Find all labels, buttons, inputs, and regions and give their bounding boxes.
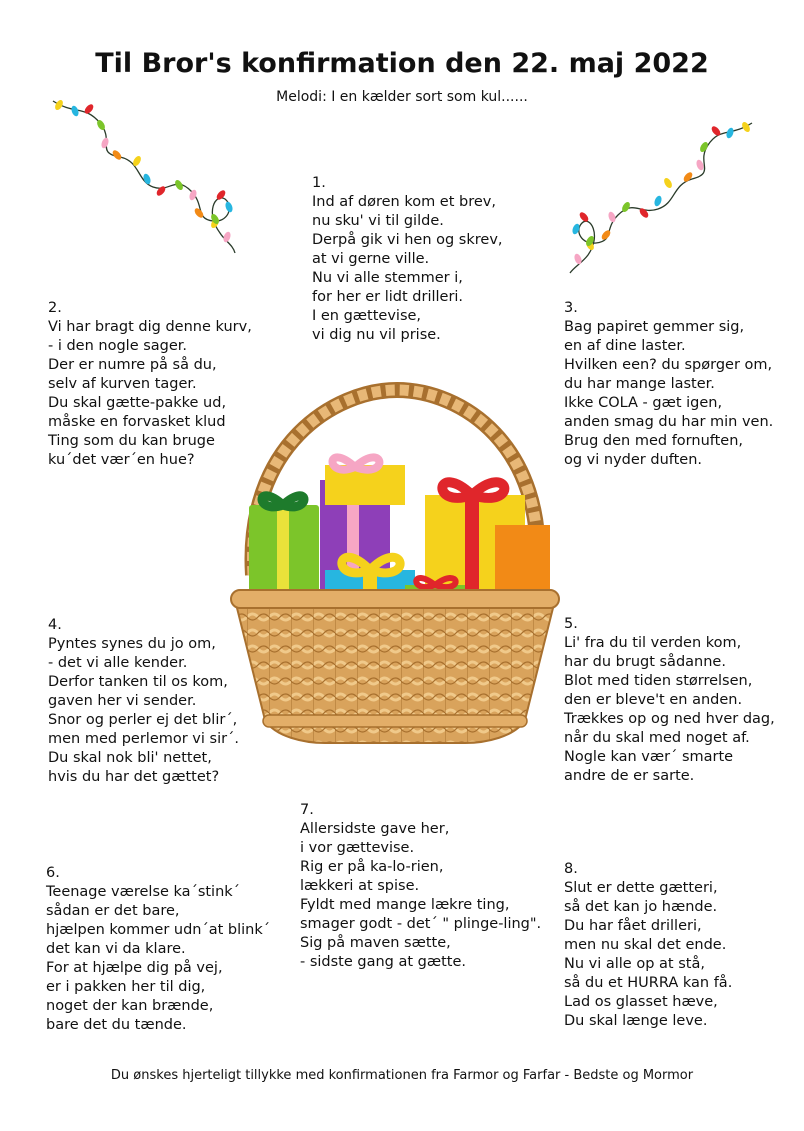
light-bulb-icon (573, 253, 583, 266)
verse-line: at vi gerne ville. (312, 251, 430, 267)
verse-line: Slut er dette gætteri, (564, 880, 718, 896)
verse-line: Nu vi alle stemmer i, (312, 270, 463, 286)
verse-number: 8. (564, 861, 578, 877)
verse-line: når du skal med noget af. (564, 730, 750, 746)
verse-line: for her er lidt drilleri. (312, 289, 464, 305)
verse-line: Du skal længe leve. (564, 1013, 708, 1029)
verse-line: I en gættevise, (312, 308, 422, 324)
verse-line: - i den nogle sager. (48, 338, 188, 354)
light-bulb-icon (698, 141, 709, 154)
verse-line: Nu vi alle op at stå, (564, 956, 705, 972)
verse-line: men nu skal det ende. (564, 937, 727, 953)
verse-line: Du har fået drilleri, (564, 918, 702, 934)
verse-line: Ikke COLA - gæt igen, (564, 395, 723, 411)
verse-line: For at hjælpe dig på vej, (46, 960, 223, 976)
verse-line: selv af kurven tager. (48, 376, 197, 392)
verse-line: Snor og perler ej det blir´, (48, 712, 238, 728)
verse-line: Teenage værelse ka´stink´ (46, 884, 240, 900)
verse-line: i vor gættevise. (300, 840, 415, 856)
verse-6 (46, 864, 270, 1035)
verse-line: måske en forvasket klud (48, 414, 226, 430)
verse-line: Hvilken een? du spørger om, (564, 357, 773, 373)
verse-line: Lad os glasset hæve, (564, 994, 718, 1010)
string-lights-right-icon (560, 115, 760, 275)
verse-line: Rig er på ka-lo-rien, (300, 859, 444, 875)
verse-line: Fyldt med mange lækre ting, (300, 897, 510, 913)
light-bulb-icon (224, 201, 234, 214)
verse-line: vi dig nu vil prise. (312, 327, 441, 343)
verse-line: Du skal nok bli' nettet, (48, 750, 212, 766)
verse-4 (48, 616, 239, 787)
verse-line: Li' fra du til verden kom, (564, 635, 742, 651)
melody-subtitle: Melodi: I en kælder sort som kul...... (276, 89, 528, 105)
verse-line: - det vi alle kender. (48, 655, 188, 671)
verse-line: lækkeri at spise. (300, 878, 420, 894)
verse-7 (300, 801, 541, 972)
verse-line: Brug den med fornuften, (564, 433, 744, 449)
light-bulb-icon (131, 155, 142, 168)
verse-line: anden smag du har min ven. (564, 414, 774, 430)
verse-line: er i pakken her til dig, (46, 979, 206, 995)
light-bulb-icon (209, 213, 220, 226)
verse-line: Vi har bragt dig denne kurv, (48, 319, 252, 335)
light-bulb-icon (653, 195, 663, 208)
verse-line: Sig på maven sætte, (300, 935, 451, 951)
verse-line: men med perlemor vi sir´. (48, 731, 239, 747)
verse-8 (564, 860, 732, 1031)
verse-line: gaven her vi sender. (48, 693, 197, 709)
light-bulb-icon (662, 177, 673, 190)
verse-line: sådan er det bare, (46, 903, 180, 919)
verse-line: Derfor tanken til os kom, (48, 674, 228, 690)
verse-line: ku´det vær´en hue? (48, 452, 195, 468)
verse-line: Derpå gik vi hen og skrev, (312, 232, 503, 248)
verse-number: 4. (48, 617, 62, 633)
verse-number: 3. (564, 300, 578, 316)
verse-line: Allersidste gave her, (300, 821, 450, 837)
verse-1 (312, 174, 503, 345)
verse-line: andre de er sarte. (564, 768, 695, 784)
light-bulb-icon (53, 99, 64, 112)
verse-line: Blot med tiden størrelsen, (564, 673, 753, 689)
verse-line: noget der kan brænde, (46, 998, 214, 1014)
verse-line: du har mange laster. (564, 376, 715, 392)
verse-line: Bag papiret gemmer sig, (564, 319, 745, 335)
verse-line: og vi nyder duften. (564, 452, 703, 468)
verse-line: nu sku' vi til gilde. (312, 213, 444, 229)
verse-line: den er bleve't en anden. (564, 692, 743, 708)
verse-line: en af dine laster. (564, 338, 686, 354)
verse-2 (48, 299, 252, 470)
verse-line: Nogle kan vær´ smarte (564, 749, 734, 765)
footer-greeting: Du ønskes hjerteligt tillykke med konfirmationen fra Farmor og Farfar - Bedste og Mormor (110, 1068, 694, 1083)
verse-line: har du brugt sådanne. (564, 654, 726, 670)
page-title: Til Bror's konfirmation den 22. maj 2022 (95, 48, 709, 79)
verse-number: 2. (48, 300, 62, 316)
light-bulb-icon (100, 137, 110, 150)
verse-line: smager godt - det´ " plinge-ling". (300, 916, 542, 932)
verse-line: hjælpen kommer udn´at blink´ (46, 922, 271, 938)
verse-line: - sidste gang at gætte. (300, 954, 467, 970)
verse-line: Der er numre på så du, (48, 357, 217, 373)
verse-line: så det kan jo hænde. (564, 899, 718, 915)
light-bulb-icon (710, 125, 722, 138)
verse-line: Du skal gætte-pakke ud, (48, 395, 227, 411)
verse-line: hvis du har det gættet? (48, 769, 220, 785)
verse-number: 5. (564, 616, 578, 632)
verse-number: 6. (46, 865, 60, 881)
verse-line: det kan vi da klare. (46, 941, 186, 957)
verse-5 (564, 615, 775, 786)
gift-basket-icon (225, 385, 565, 745)
verse-number: 1. (312, 175, 326, 191)
light-bulb-icon (682, 171, 694, 184)
light-bulb-icon (155, 185, 167, 198)
verse-3 (564, 299, 773, 470)
verse-line: så du et HURRA kan få. (564, 975, 733, 991)
verse-line: Trækkes op og ned hver dag, (564, 711, 775, 727)
light-bulb-icon (740, 121, 751, 134)
verse-line: Ind af døren kom et brev, (312, 194, 496, 210)
verse-line: bare det du tænde. (46, 1017, 187, 1033)
verse-line: Pyntes synes du jo om, (48, 636, 216, 652)
verse-number: 7. (300, 802, 314, 818)
verse-line: Ting som du kan bruge (48, 433, 215, 449)
string-lights-left-icon (45, 95, 245, 255)
